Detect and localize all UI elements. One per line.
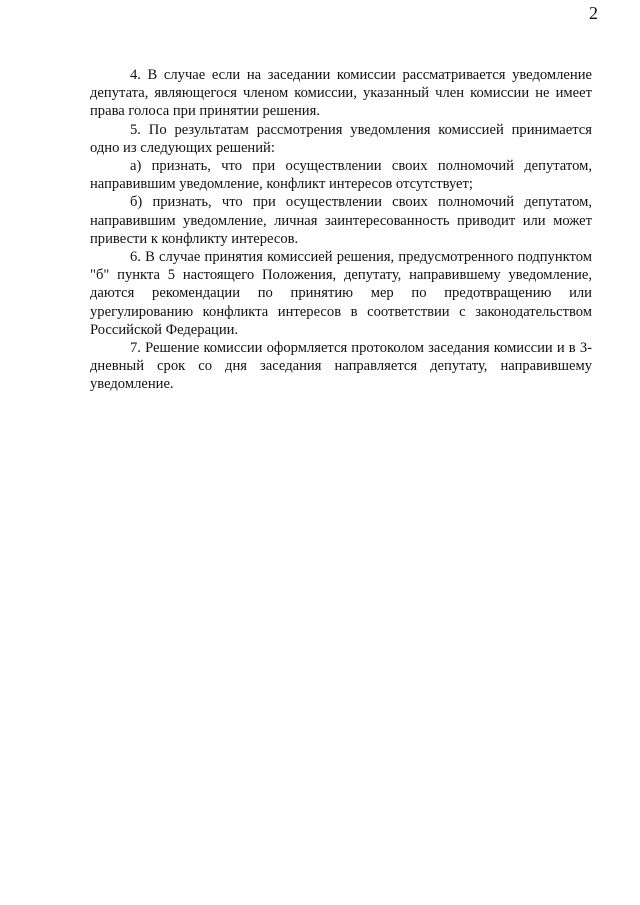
- paragraph-5: 5. По результатам рассмотрения уведомления комиссией принимается одно из следующих решений:: [90, 121, 592, 156]
- page-number: 2: [589, 3, 598, 23]
- paragraph-4: 4. В случае если на заседании комиссии рассматривается уведомление депутата, являющегося членом комиссии, указанный член комиссии не имеет права голоса при принятии решения.: [90, 67, 592, 120]
- paragraph-5a: а) признать, что при осуществлении своих полномочий депутатом, направившим уведомление, конфликт интересов отсутствует;: [90, 158, 592, 193]
- paragraph-6: 6. В случае принятия комиссией решения, предусмотренного подпунктом "б" пункта 5 настоящего Положения, депутату, направившему уведомление, даются рекомендации по принятию мер по предотвращению или урегулированию конфликта интересов в соответствии с законодательством Российской Федерации.: [90, 249, 592, 338]
- document-body: [90, 66, 592, 394]
- paragraph-5b: б) признать, что при осуществлении своих полномочий депутатом, направившим уведомление, личная заинтересованность приводит или может привести к конфликту интересов.: [90, 194, 592, 247]
- paragraph-7: 7. Решение комиссии оформляется протоколом заседания комиссии и в 3-дневный срок со дня заседания направляется депутату, направившему уведомление.: [90, 340, 592, 393]
